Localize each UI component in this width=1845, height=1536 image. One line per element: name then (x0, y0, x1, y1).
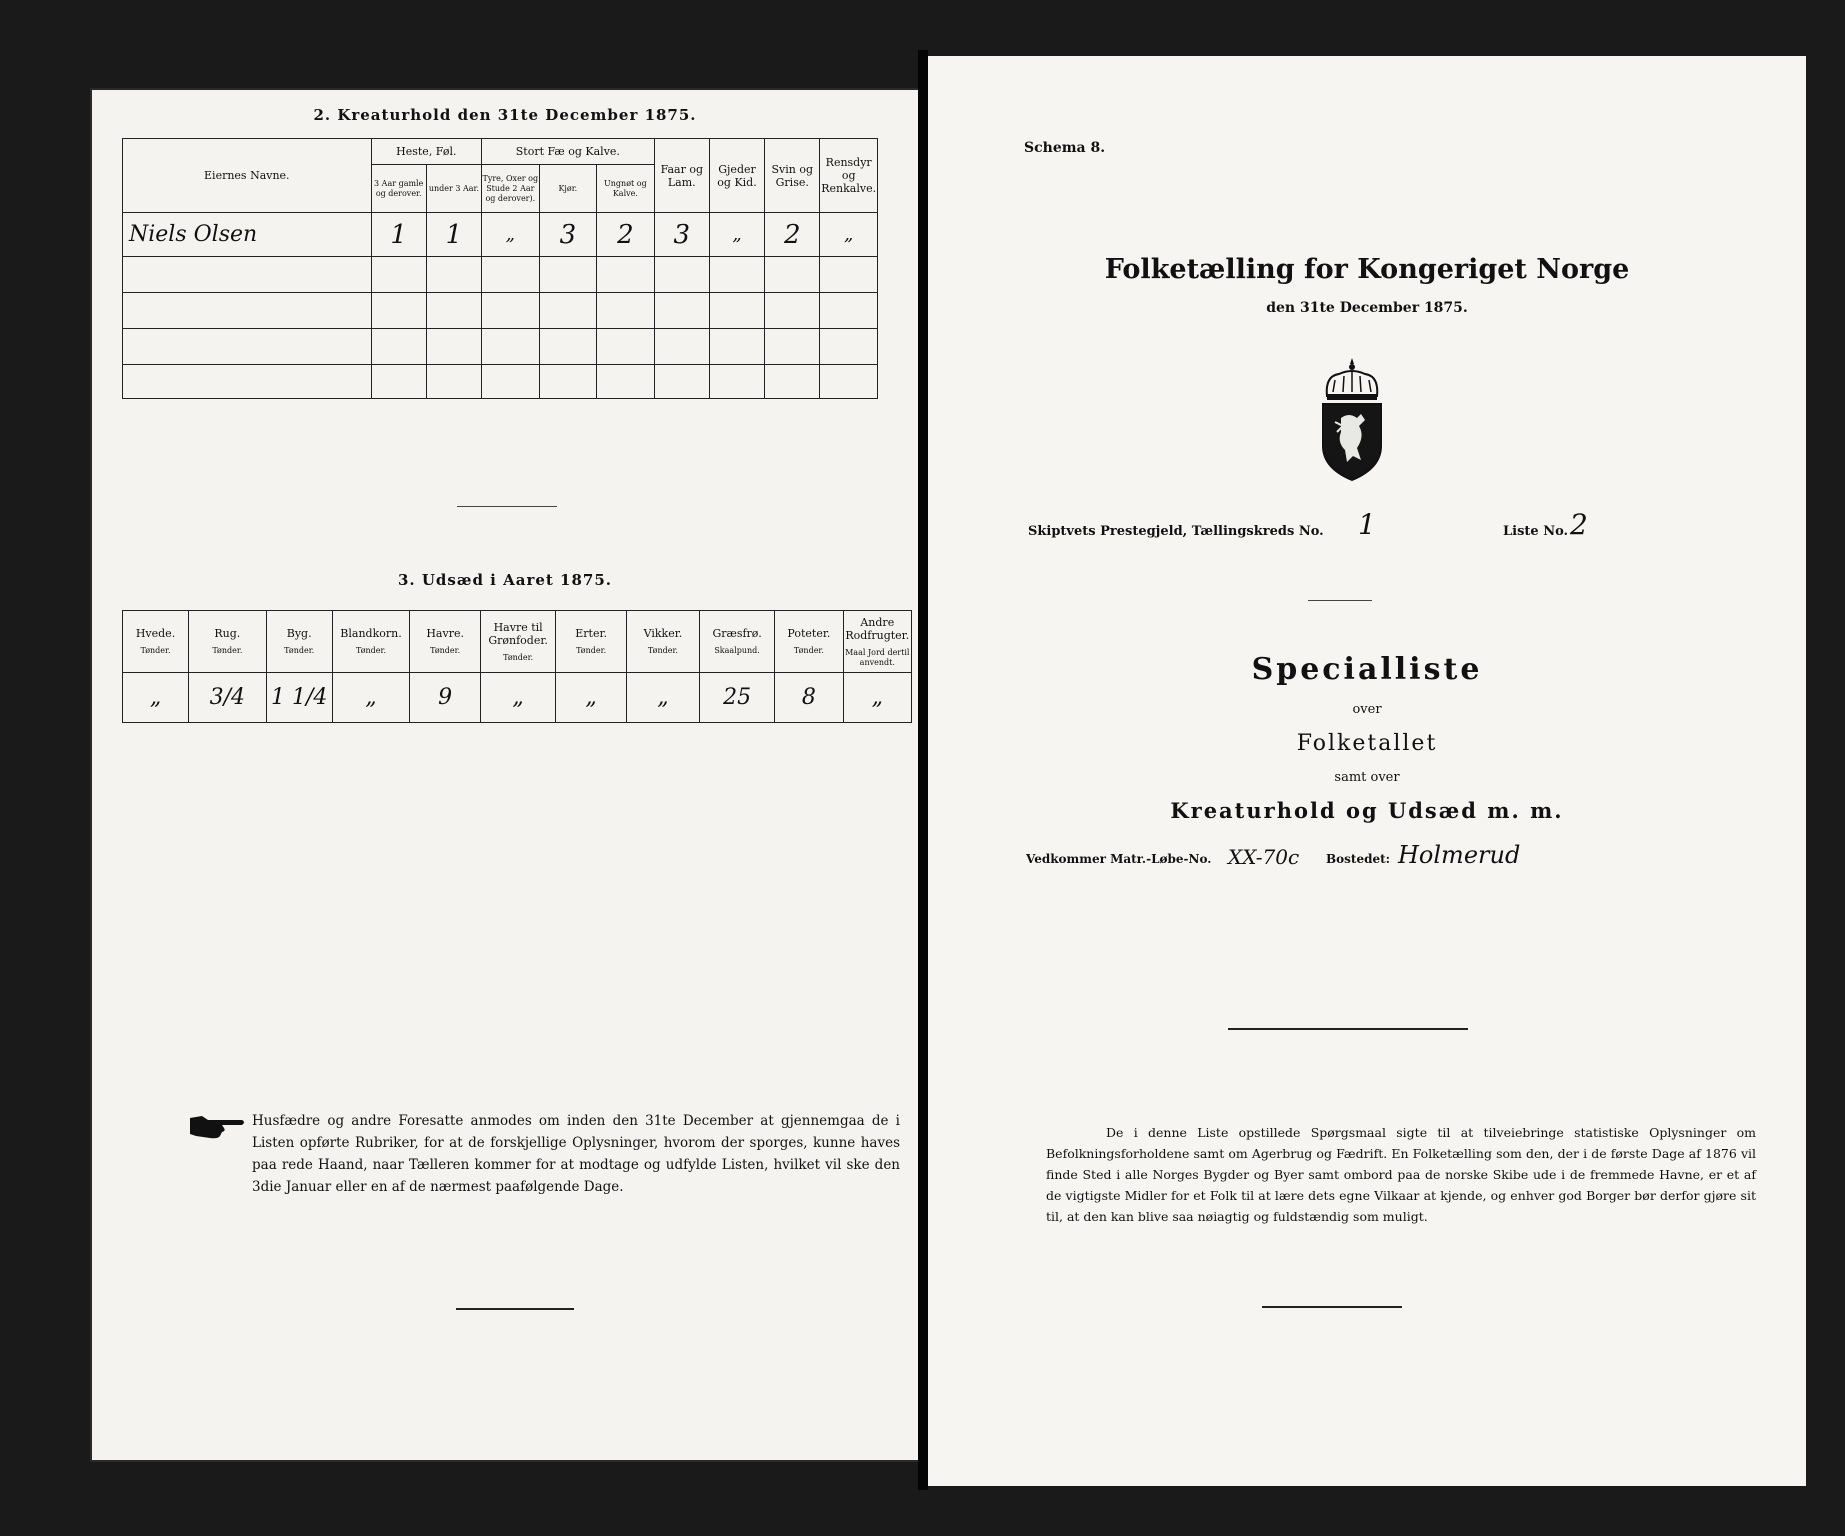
seed-column-header (123, 611, 189, 673)
seed-unit-label: Tønder. (355, 646, 387, 655)
seed-header-label: Rug. (214, 627, 241, 640)
table-row (123, 257, 878, 293)
seed-column-header (480, 611, 555, 673)
liste-label: Liste No. (1503, 524, 1569, 539)
owner-header: Eiernes Navne. (123, 139, 372, 213)
seed-column-header (266, 611, 332, 673)
kreaturhold-heading: Kreaturhold og Udsæd m. m. (1170, 798, 1564, 823)
seed-header-label: Hvede. (135, 627, 176, 640)
date-line: den 31te December 1875. (1266, 300, 1468, 316)
cell: 3 (539, 213, 597, 257)
norwegian-coat-of-arms-icon (1313, 356, 1391, 486)
seed-header-label: Blandkorn. (340, 627, 402, 640)
table-row (123, 329, 878, 365)
seed-unit-label: Tønder. (430, 646, 461, 655)
cell: 2 (765, 213, 820, 257)
specialliste-heading: Specialliste (1251, 652, 1483, 687)
cell: 3 (654, 213, 709, 257)
seed-header-label: Erter. (575, 627, 607, 640)
cell: 1 (371, 213, 426, 257)
table-row (123, 365, 878, 399)
schema-label: Schema 8. (1024, 140, 1106, 156)
seed-value-cell: „ (626, 673, 699, 723)
seed-table (122, 610, 912, 723)
over-line: over (1352, 702, 1382, 717)
matr-label: Vedkommer Matr.-Løbe-No. (1026, 852, 1212, 866)
seed-unit-label: Skaalpund. (714, 646, 760, 655)
district-number: 1 (1358, 508, 1376, 541)
seed-unit-label: Maal Jord dertil anvendt. (845, 647, 910, 667)
seed-header-label: Andre Rodfrugter. (845, 615, 910, 642)
seed-header-label: Havre. (426, 627, 464, 640)
seed-unit-label: Tønder. (503, 652, 534, 662)
seed-value-cell: „ (843, 673, 911, 723)
book-spine (918, 50, 928, 1490)
folketallet-heading: Folketallet (1296, 731, 1438, 756)
ungnut-header: Ungnøt og Kalve. (597, 165, 655, 213)
section3-title: 3. Udsæd i Aaret 1875. (397, 571, 613, 589)
cell: „ (709, 213, 764, 257)
seed-unit-label: Tønder. (284, 646, 315, 655)
heste-under-header: under 3 Aar. (426, 165, 481, 213)
seed-column-header (410, 611, 481, 673)
seed-value-cell: 9 (410, 673, 481, 723)
table-row (123, 213, 878, 257)
seed-value-cell: 8 (775, 673, 843, 723)
svin-header: Svin og Grise. (765, 139, 820, 213)
owner-cell: Niels Olsen (123, 213, 372, 257)
divider (457, 506, 557, 507)
seed-value-cell: 25 (699, 673, 774, 723)
cell: 1 (426, 213, 481, 257)
cell: „ (820, 213, 878, 257)
seed-column-header (189, 611, 267, 673)
bostedet-value: Holmerud (1398, 841, 1521, 869)
seed-value-cell: „ (556, 673, 627, 723)
seed-value-cell: 3/4 (189, 673, 267, 723)
faar-header: Faar og Lam. (654, 139, 709, 213)
footer-text: De i denne Liste opstillede Spørgsmaal sigte til at tilveiebringe statistiske Oplysninger om Befolkningsforholdene samt om Agerbrug og Fædrift. En Folketælling som den, der i de første Dage af 1876 vil finde Sted i alle Norges Bygder og Byer samt ombord paa de norske Skibe ude i de fremmede Havne, er et af de vigtigste Midler for et Folk til at lære dets egne Vilkaar at kjende, og enhver god Borger bør derfor gjøre sit til, at den kan blive saa nøiagtig og fuldstændig som muligt. (1046, 1125, 1756, 1224)
seed-unit-label: Tønder. (647, 646, 678, 655)
matr-number: XX-70c (1228, 845, 1300, 869)
divider (1308, 600, 1372, 601)
seed-unit-label: Tønder. (140, 646, 171, 655)
gjeder-header: Gjeder og Kid. (709, 139, 764, 213)
rensdyr-header: Rensdyr og Renkalve. (820, 139, 878, 213)
seed-header-label: Byg. (286, 627, 312, 640)
seed-value-cell: „ (480, 673, 555, 723)
seed-value-cell: „ (332, 673, 410, 723)
table-row (123, 673, 912, 723)
seed-column-header (843, 611, 911, 673)
seed-header-label: Havre til Grønfoder. (488, 620, 548, 647)
seed-header-label: Poteter. (787, 627, 831, 640)
seed-unit-label: Tønder. (793, 646, 824, 655)
liste-number: 2 (1570, 508, 1588, 541)
table-row (123, 293, 878, 329)
seed-header-label: Vikker. (643, 627, 683, 640)
pointing-hand-icon (188, 1112, 246, 1144)
samt-over-line: samt over (1334, 770, 1400, 785)
heste-gamle-header: 3 Aar gamle og derover. (371, 165, 426, 213)
notice-text: Husfædre og andre Foresatte anmodes om inden den 31te December at gjennemgaa de i Listen opførte Rubriker, for at de forskjellige Oplysninger, hvorom der sporges, kunne haves paa rede Haand, naar Tælleren kommer for at modtage og udfylde Listen, hvilket vil ske den 3die Januar eller en af de nærmest paafølgende Dage. (252, 1113, 900, 1195)
seed-unit-label: Tønder. (212, 646, 243, 655)
seed-header-label: Græsfrø. (712, 627, 762, 640)
divider (456, 1308, 574, 1310)
seed-column-header (626, 611, 699, 673)
cell: 2 (597, 213, 655, 257)
cell: „ (482, 213, 540, 257)
divider (1228, 1028, 1468, 1030)
seed-column-header (556, 611, 627, 673)
kjor-header: Kjør. (539, 165, 597, 213)
stortfae-group-header: Stort Fæ og Kalve. (482, 139, 655, 165)
seed-column-header (699, 611, 774, 673)
page-title: Folketælling for Kongeriget Norge (1104, 254, 1630, 285)
seed-unit-label: Tønder. (576, 646, 607, 655)
livestock-table (122, 138, 878, 399)
heste-group-header: Heste, Føl. (371, 139, 481, 165)
district-label: Skiptvets Prestegjeld, Tællingskreds No. (1028, 524, 1324, 539)
seed-value-cell: 1 1/4 (266, 673, 332, 723)
left-page (92, 90, 918, 1460)
divider (1262, 1306, 1402, 1308)
seed-column-header (332, 611, 410, 673)
bostedet-label: Bostedet: (1326, 852, 1391, 866)
tyre-header: Tyre, Oxer og Stude 2 Aar og derover). (482, 165, 540, 213)
section2-title: 2. Kreaturhold den 31te December 1875. (313, 106, 697, 124)
seed-value-cell: „ (123, 673, 189, 723)
seed-column-header (775, 611, 843, 673)
right-page (928, 56, 1806, 1486)
